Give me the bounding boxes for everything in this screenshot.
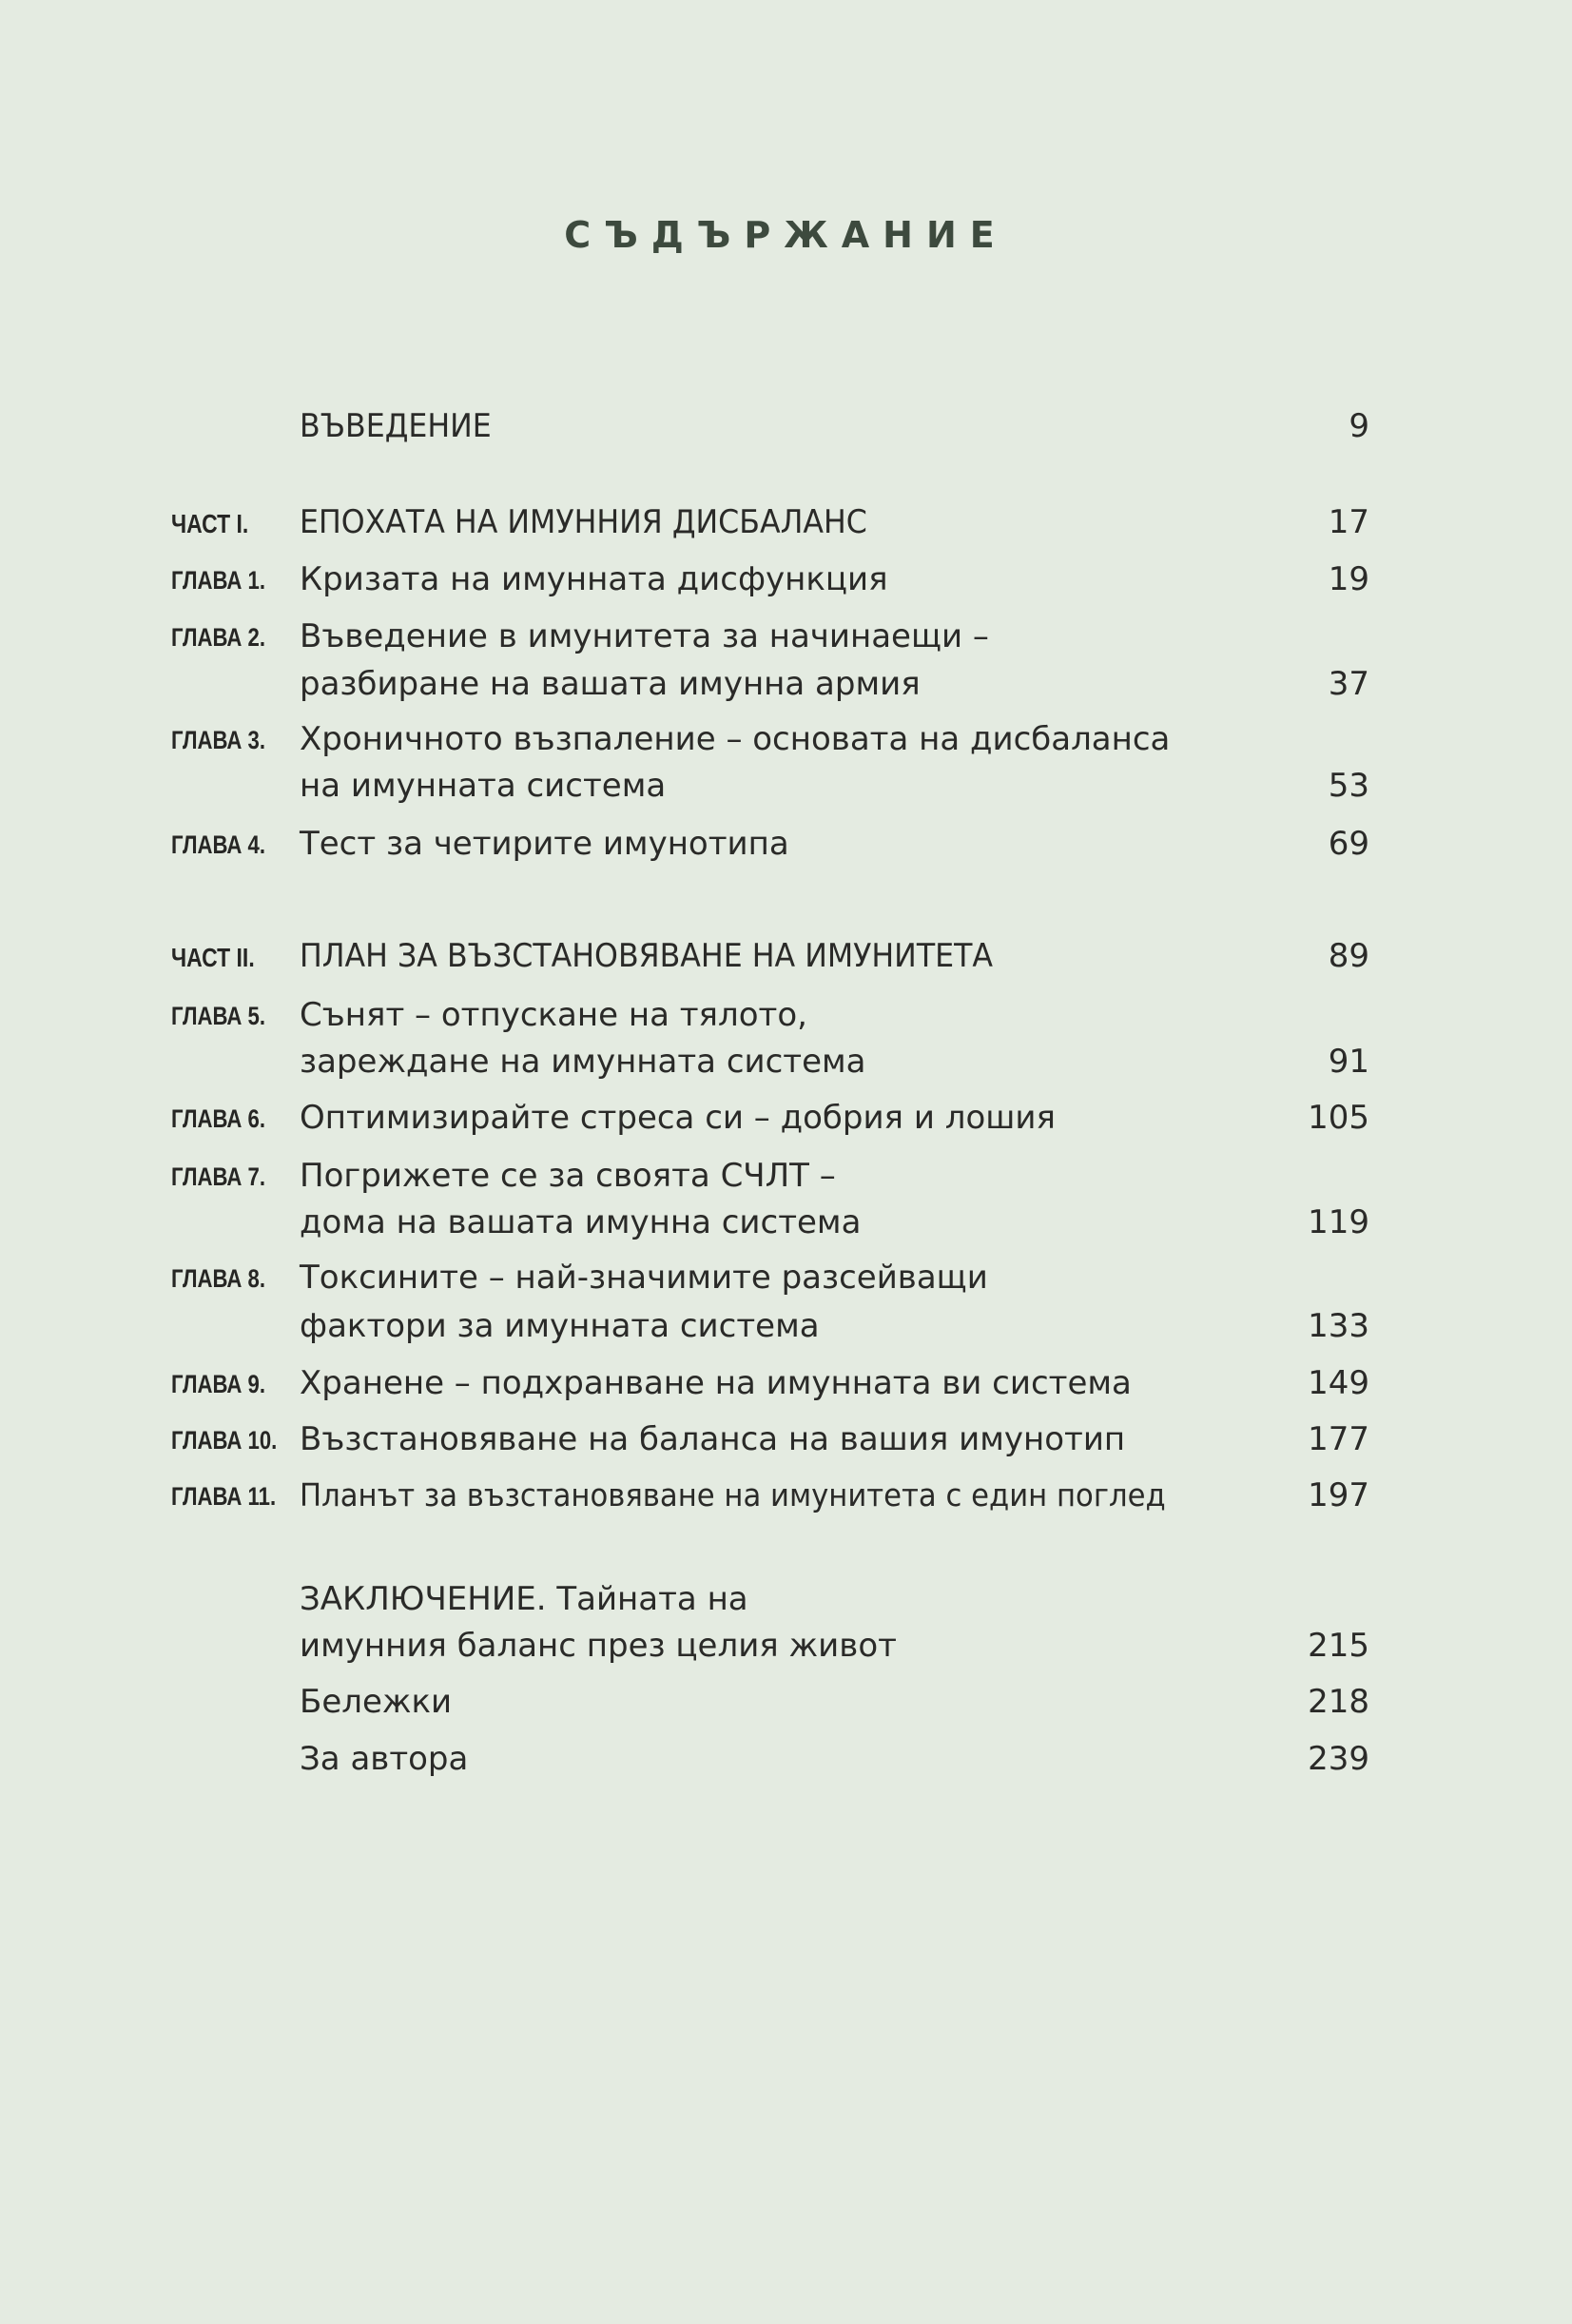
toc-entry-chapter-8-cont bbox=[0, 1307, 1572, 1355]
toc-part-1-label: ЧАСТ I. bbox=[171, 509, 249, 538]
toc-chapter-8-page: 133 bbox=[1308, 1307, 1369, 1345]
toc-entry-chapter-6 bbox=[0, 1099, 1572, 1146]
toc-entry-chapter-7 bbox=[0, 1157, 1572, 1204]
toc-entry-chapter-7-cont bbox=[0, 1203, 1572, 1251]
toc-chapter-1-text: Кризата на имунната дисфункция bbox=[300, 560, 888, 598]
toc-conclusion-text-line1: ЗАКЛЮЧЕНИЕ. Тайната на bbox=[300, 1580, 748, 1618]
toc-chapter-3-text-line2: на имунната система bbox=[300, 767, 667, 805]
toc-entry-chapter-11 bbox=[0, 1476, 1572, 1524]
toc-entry-chapter-3 bbox=[0, 720, 1572, 768]
toc-intro-text: ВЪВЕДЕНИЕ bbox=[300, 407, 492, 445]
toc-conclusion-page: 215 bbox=[1308, 1627, 1369, 1665]
toc-chapter-4-text: Тест за четирите имунотипа bbox=[300, 825, 789, 863]
toc-entry-chapter-9 bbox=[0, 1364, 1572, 1412]
toc-notes-text: Бележки bbox=[300, 1683, 453, 1721]
toc-chapter-6-label: ГЛАВА 6. bbox=[171, 1104, 266, 1133]
toc-entry-author bbox=[0, 1740, 1572, 1787]
toc-entry-part-2 bbox=[0, 937, 1572, 985]
toc-chapter-8-label: ГЛАВА 8. bbox=[171, 1264, 266, 1293]
toc-entry-chapter-2-cont bbox=[0, 665, 1572, 713]
toc-part-2-text: ПЛАН ЗА ВЪЗСТАНОВЯВАНЕ НА ИМУНИТЕТА bbox=[300, 937, 994, 975]
toc-chapter-6-page: 105 bbox=[1308, 1099, 1369, 1137]
toc-chapter-10-text: Възстановяване на баланса на вашия имунотип bbox=[300, 1420, 1126, 1458]
toc-intro-page: 9 bbox=[1349, 407, 1369, 445]
toc-chapter-10-page: 177 bbox=[1308, 1420, 1369, 1458]
toc-chapter-5-text-line2: зареждане на имунната система bbox=[300, 1043, 866, 1081]
page-title: СЪДЪРЖАНИЕ bbox=[564, 214, 1008, 256]
toc-entry-conclusion-cont bbox=[0, 1627, 1572, 1674]
toc-entry-intro bbox=[0, 407, 1572, 455]
toc-chapter-11-text: Планът за възстановяване на имунитета с един поглед bbox=[300, 1476, 1166, 1514]
toc-entry-conclusion bbox=[0, 1580, 1572, 1628]
toc-chapter-3-label: ГЛАВА 3. bbox=[171, 726, 266, 754]
toc-entry-chapter-5-cont bbox=[0, 1043, 1572, 1090]
toc-chapter-2-text-line2: разбиране на вашата имунна армия bbox=[300, 665, 921, 703]
toc-author-text: За автора bbox=[300, 1740, 469, 1778]
toc-chapter-7-text-line2: дома на вашата имунна система bbox=[300, 1203, 862, 1241]
toc-chapter-7-label: ГЛАВА 7. bbox=[171, 1162, 266, 1191]
toc-chapter-8-text-line2: фактори за имунната система bbox=[300, 1307, 820, 1345]
toc-chapter-5-label: ГЛАВА 5. bbox=[171, 1002, 266, 1030]
toc-chapter-6-text: Оптимизирайте стреса си – добрия и лошия bbox=[300, 1099, 1056, 1137]
toc-chapter-4-page: 69 bbox=[1328, 825, 1369, 863]
toc-chapter-10-label: ГЛАВА 10. bbox=[171, 1426, 278, 1455]
toc-entry-chapter-4 bbox=[0, 825, 1572, 872]
toc-entry-chapter-8 bbox=[0, 1259, 1572, 1306]
toc-entry-part-1 bbox=[0, 503, 1572, 551]
toc-entry-chapter-2 bbox=[0, 617, 1572, 665]
toc-entry-chapter-1 bbox=[0, 560, 1572, 608]
toc-notes-page: 218 bbox=[1308, 1683, 1369, 1721]
toc-part-2-page: 89 bbox=[1328, 937, 1369, 975]
toc-part-1-page: 17 bbox=[1328, 503, 1369, 541]
toc-chapter-3-page: 53 bbox=[1328, 767, 1369, 805]
toc-chapter-2-label: ГЛАВА 2. bbox=[171, 623, 266, 652]
toc-chapter-5-text-line1: Сънят – отпускане на тялото, bbox=[300, 996, 807, 1034]
toc-chapter-2-text-line1: Въведение в имунитета за начинаещи – bbox=[300, 617, 989, 655]
toc-chapter-2-page: 37 bbox=[1328, 665, 1369, 703]
toc-part-2-label: ЧАСТ II. bbox=[171, 943, 255, 972]
toc-conclusion-text-line2: имунния баланс през целия живот bbox=[300, 1627, 897, 1665]
toc-entry-notes bbox=[0, 1683, 1572, 1730]
toc-entry-chapter-5 bbox=[0, 996, 1572, 1044]
toc-chapter-5-page: 91 bbox=[1328, 1043, 1369, 1081]
toc-chapter-7-text-line1: Погрижете се за своята СЧЛТ – bbox=[300, 1157, 836, 1195]
toc-part-1-text: ЕПОХАТА НА ИМУННИЯ ДИСБАЛАНС bbox=[300, 503, 867, 541]
toc-chapter-11-page: 197 bbox=[1308, 1476, 1369, 1514]
toc-chapter-8-text-line1: Токсините – най-значимите разсейващи bbox=[300, 1259, 988, 1297]
toc-chapter-1-page: 19 bbox=[1328, 560, 1369, 598]
toc-chapter-7-page: 119 bbox=[1308, 1203, 1369, 1241]
toc-chapter-9-page: 149 bbox=[1308, 1364, 1369, 1402]
toc-chapter-9-text: Хранене – подхранване на имунната ви система bbox=[300, 1364, 1132, 1402]
toc-entry-chapter-3-cont bbox=[0, 767, 1572, 814]
toc-entry-chapter-10 bbox=[0, 1420, 1572, 1468]
toc-chapter-3-text-line1: Хроничното възпаление – основата на дисбаланса bbox=[300, 720, 1171, 758]
toc-chapter-4-label: ГЛАВА 4. bbox=[171, 830, 266, 859]
toc-chapter-9-label: ГЛАВА 9. bbox=[171, 1370, 266, 1398]
toc-author-page: 239 bbox=[1308, 1740, 1369, 1778]
toc-chapter-1-label: ГЛАВА 1. bbox=[171, 566, 266, 595]
toc-chapter-11-label: ГЛАВА 11. bbox=[171, 1482, 277, 1511]
